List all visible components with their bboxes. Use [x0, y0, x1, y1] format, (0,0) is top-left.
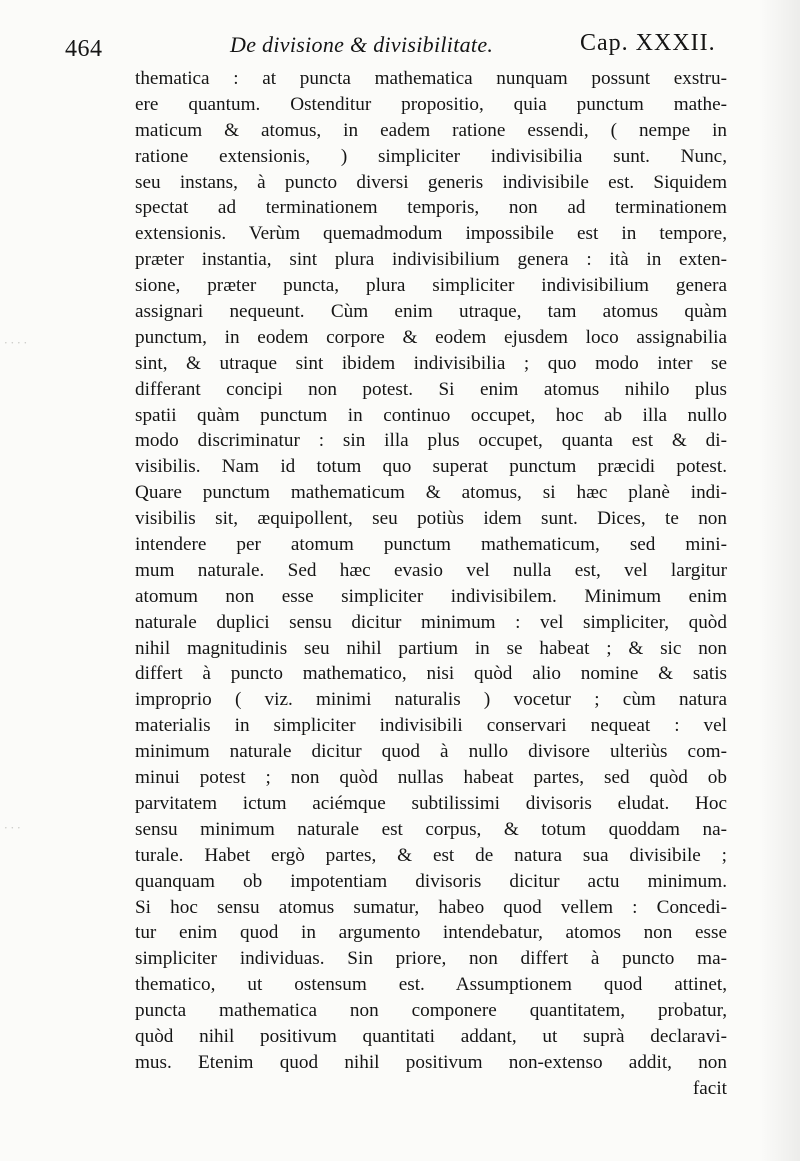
- show-through-smudge: · · · ·: [4, 335, 27, 350]
- text-line: turale. Habet ergò partes, & est de natura sua divisibile ;: [135, 844, 727, 866]
- text-line: thematica : at puncta mathematica nunquam possunt exstru-: [135, 68, 727, 89]
- text-line: seu instans, à puncto diversi generis indivisibile est. Siquidem: [135, 171, 727, 193]
- body-text: [135, 66, 727, 1102]
- text-line: puncta mathematica non componere quantitatem, probatur,: [135, 1000, 727, 1022]
- text-line: atomum non esse simpliciter indivisibilem. Minimum enim: [135, 585, 727, 607]
- page-header: [0, 26, 800, 66]
- text-line: præter instantia, sint plura indivisibilium genera : ità in exten-: [135, 249, 727, 271]
- text-line: materialis in simpliciter indivisibili conservari nequeat : vel: [135, 715, 727, 737]
- text-line: tur enim quod in argumento intendebatur, atomos non esse: [135, 922, 727, 944]
- text-line: spectat ad terminationem temporis, non ad terminationem: [135, 197, 727, 219]
- text-line: thematico, ut ostensum est. Assumptionem quod attinet,: [135, 974, 727, 996]
- text-line: naturale duplici sensu dicitur minimum : vel simpliciter, quòd: [135, 611, 727, 633]
- text-line: quòd nihil positivum quantitati addant, ut suprà declaravi-: [135, 1025, 727, 1047]
- text-line: sint, & utraque sint ibidem indivisibilia ; quo modo inter se: [135, 352, 727, 374]
- text-line: visibilis. Nam id totum quo superat punctum præcidi potest.: [135, 456, 727, 478]
- text-line: visibilis sit, æquipollent, seu potiùs idem sunt. Dices, te non: [135, 508, 727, 530]
- text-line: Quare punctum mathematicum & atomus, si hæc planè indi-: [135, 482, 727, 504]
- chapter-heading: Cap. XXXII.: [580, 30, 716, 56]
- text-line: sione, præter puncta, plura simpliciter indivisibilium genera: [135, 275, 727, 297]
- text-line: ratione extensionis, ) simpliciter indivisibilia sunt. Nunc,: [135, 145, 727, 167]
- page-number: 464: [65, 36, 103, 62]
- text-line: modo discriminatur : sin illa plus occupet, quanta est & di-: [135, 430, 727, 452]
- text-line: punctum, in eodem corpore & eodem ejusdem loco assignabilia: [135, 326, 727, 348]
- text-line: extensionis. Verùm quemadmodum impossibile est in tempore,: [135, 223, 727, 245]
- text-line: minui potest ; non quòd nullas habeat partes, sed quòd ob: [135, 767, 727, 789]
- text-line: assignari nequeunt. Cùm enim utraque, tam atomus quàm: [135, 301, 727, 323]
- text-line: parvitatem ictum aciémque subtilissimi divisoris eludat. Hoc: [135, 792, 727, 814]
- text-line: sensu minimum naturale est corpus, & totum quoddam na-: [135, 818, 727, 840]
- text-line: Si hoc sensu atomus sumatur, habeo quod vellem : Concedi-: [135, 896, 727, 918]
- text-line: maticum & atomus, in eadem ratione essendi, ( nempe in: [135, 119, 727, 141]
- show-through-smudge: · · ·: [4, 820, 21, 835]
- text-line: minimum naturale dicitur quod à nullo divisore ulteriùs com-: [135, 741, 727, 763]
- text-line: mus. Etenim quod nihil positivum non-extenso addit, non: [135, 1051, 727, 1073]
- running-title: De divisione & divisibilitate.: [230, 32, 494, 57]
- text-line: differant concipi non potest. Si enim atomus nihilo plus: [135, 378, 727, 400]
- text-line: differt à puncto mathematico, nisi quòd alio nomine & satis: [135, 663, 727, 685]
- text-line: improprio ( viz. minimi naturalis ) vocetur ; cùm natura: [135, 689, 727, 711]
- text-line: ere quantum. Ostenditur propositio, quia punctum mathe-: [135, 93, 727, 115]
- text-line: quanquam ob impotentiam divisoris dicitur actu minimum.: [135, 870, 727, 892]
- catchword: facit: [692, 1077, 727, 1099]
- text-line: spatii quàm punctum in continuo occupet, hoc ab illa nullo: [135, 404, 727, 426]
- page-edge-shadow: [760, 0, 800, 1161]
- text-line: mum naturale. Sed hæc evasio vel nulla est, vel largitur: [135, 559, 727, 581]
- text-line: intendere per atomum punctum mathematicum, sed mini-: [135, 534, 727, 556]
- text-line: nihil magnitudinis seu nihil partium in se habeat ; & sic non: [135, 637, 727, 659]
- text-line: simpliciter individuas. Sin priore, non differt à puncto ma-: [135, 948, 727, 970]
